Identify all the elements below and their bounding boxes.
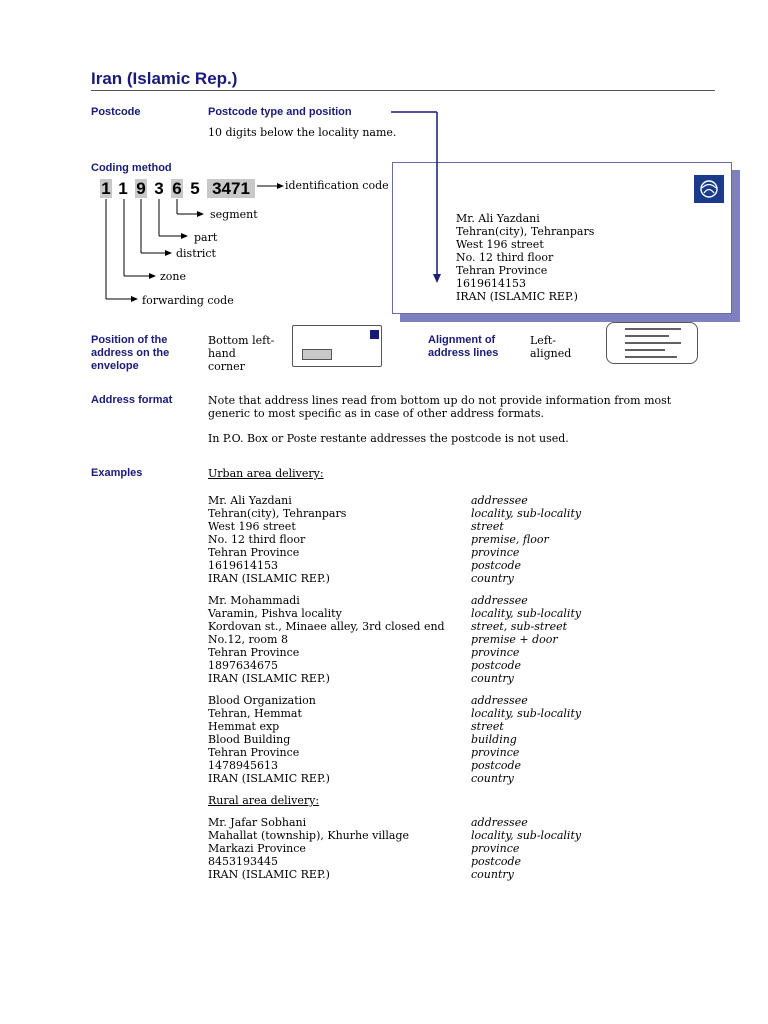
stamp-icon — [370, 330, 379, 339]
example-row — [208, 707, 708, 720]
example-address-line: 1897634675 — [208, 659, 278, 672]
example-row — [208, 546, 708, 559]
example-field-type: addressee — [471, 494, 528, 507]
example-row — [208, 507, 708, 520]
example-row — [208, 694, 708, 707]
envelope-address-line: IRAN (ISLAMIC REP.) — [456, 290, 578, 303]
example-field-type: street — [471, 520, 504, 533]
example-row — [208, 816, 708, 829]
example-row — [208, 842, 708, 855]
example-address-line: IRAN (ISLAMIC REP.) — [208, 868, 330, 881]
example-row — [208, 829, 708, 842]
example-address-line: No.12, room 8 — [208, 633, 288, 646]
example-address-line: Markazi Province — [208, 842, 306, 855]
example-row — [208, 594, 708, 607]
code-digit: 1 — [101, 179, 111, 198]
example-address-line: 1478945613 — [208, 759, 278, 772]
example-address-line: Tehran(city), Tehranpars — [208, 507, 347, 520]
example-address-line: Mr. Jafar Sobhani — [208, 816, 307, 829]
envelope-address-line: Tehran(city), Tehranpars — [456, 225, 595, 238]
example-address-line: Tehran, Hemmat — [208, 707, 302, 720]
annotation-district: district — [176, 247, 216, 260]
example-address-line: 8453193445 — [208, 855, 278, 868]
annotation-identification: identification code — [285, 179, 389, 192]
example-row — [208, 659, 708, 672]
example-field-type: locality, sub-locality — [471, 507, 582, 520]
example-address-line: Varamin, Pishva locality — [208, 607, 342, 620]
example-field-type: country — [471, 672, 514, 685]
example-row — [208, 494, 708, 507]
example-field-type: province — [471, 842, 520, 855]
example-field-type: premise, floor — [471, 533, 549, 546]
example-row — [208, 620, 708, 633]
envelope-address-line: 1619614153 — [456, 277, 526, 290]
address-format-label: Address format — [91, 394, 173, 406]
example-address-line: No. 12 third floor — [208, 533, 306, 546]
example-field-type: addressee — [471, 816, 528, 829]
example-row — [208, 559, 708, 572]
example-address-line: Blood Building — [208, 733, 291, 746]
postcode-type-text: 10 digits below the locality name. — [208, 126, 397, 139]
example-field-type: building — [471, 733, 517, 746]
alignment-label: Alignment of address lines — [428, 334, 499, 359]
example-address-line: Mr. Ali Yazdani — [208, 494, 292, 507]
example-row — [208, 720, 708, 733]
example-address-line: Tehran Province — [208, 646, 300, 659]
alignment-lines-icon — [606, 322, 698, 364]
annotation-segment: segment — [210, 208, 258, 221]
code-digit: 9 — [136, 179, 146, 198]
envelope-address-line: West 196 street — [456, 238, 544, 251]
example-field-type: addressee — [471, 594, 528, 607]
example-field-type: postcode — [471, 855, 522, 868]
example-row — [208, 646, 708, 659]
example-field-type: province — [471, 546, 520, 559]
example-field-type: locality, sub-locality — [471, 707, 582, 720]
example-address-line: Mr. Mohammadi — [208, 594, 300, 607]
postcode-pointer-arrow — [0, 0, 768, 330]
rural-heading: Rural area delivery: — [208, 794, 320, 807]
example-address-line: Hemmat exp — [208, 720, 280, 733]
example-field-type: country — [471, 572, 514, 585]
envelope-address-line: Mr. Ali Yazdani — [456, 212, 540, 225]
address-block-icon — [302, 349, 332, 360]
example-row — [208, 746, 708, 759]
example-address-line: IRAN (ISLAMIC REP.) — [208, 572, 330, 585]
example-field-type: street — [471, 720, 504, 733]
example-row — [208, 759, 708, 772]
coding-method-label: Coding method — [91, 162, 172, 174]
example-row — [208, 572, 708, 585]
example-row — [208, 533, 708, 546]
example-field-type: province — [471, 746, 520, 759]
example-row — [208, 633, 708, 646]
urban-heading: Urban area delivery: — [208, 467, 324, 480]
example-row — [208, 868, 708, 881]
example-field-type: locality, sub-locality — [471, 829, 582, 842]
example-field-type: premise + door — [471, 633, 558, 646]
page-title: Iran (Islamic Rep.) — [91, 69, 238, 88]
code-digit: 6 — [172, 179, 182, 198]
example-address-line: West 196 street — [208, 520, 296, 533]
code-digit: 1 — [118, 179, 128, 198]
example-field-type: province — [471, 646, 520, 659]
example-field-type: postcode — [471, 759, 522, 772]
annotation-forwarding: forwarding code — [142, 294, 234, 307]
example-address-line: 1619614153 — [208, 559, 278, 572]
example-field-type: locality, sub-locality — [471, 607, 582, 620]
examples-label: Examples — [91, 467, 143, 479]
code-digit: 5 — [190, 179, 200, 198]
example-row — [208, 520, 708, 533]
postcode-type-label: Postcode type and position — [208, 106, 352, 118]
example-row — [208, 733, 708, 746]
example-address-line: Mahallat (township), Khurhe village — [208, 829, 409, 842]
example-row — [208, 855, 708, 868]
example-address-line: Tehran Province — [208, 746, 300, 759]
example-address-line: Tehran Province — [208, 546, 300, 559]
alignment-text: Left- aligned — [530, 334, 572, 360]
example-field-type: postcode — [471, 659, 522, 672]
position-envelope-icon — [292, 325, 382, 367]
postcode-label: Postcode — [91, 106, 141, 118]
annotation-part: part — [194, 231, 218, 244]
example-field-type: postcode — [471, 559, 522, 572]
code-digit: 3 — [154, 179, 164, 198]
position-text: Bottom left- hand corner — [208, 334, 275, 373]
example-field-type: street, sub-street — [471, 620, 568, 633]
code-digit-group: 3471 — [207, 179, 255, 198]
example-field-type: country — [471, 868, 514, 881]
example-row — [208, 772, 708, 785]
envelope-address-line: No. 12 third floor — [456, 251, 554, 264]
example-field-type: country — [471, 772, 514, 785]
annotation-zone: zone — [160, 270, 187, 283]
address-format-note: Note that address lines read from bottom up do not provide information from most generic to most specific as in case of other address formats. — [208, 394, 672, 420]
example-row — [208, 607, 708, 620]
example-field-type: addressee — [471, 694, 528, 707]
example-address-line: Kordovan st., Minaee alley, 3rd closed end — [208, 620, 445, 633]
example-address-line: IRAN (ISLAMIC REP.) — [208, 772, 330, 785]
example-row — [208, 672, 708, 685]
example-address-line: Blood Organization — [208, 694, 316, 707]
position-label: Position of the address on the envelope — [91, 334, 170, 372]
address-format-pobox-note: In P.O. Box or Poste restante addresses the postcode is not used. — [208, 432, 569, 445]
envelope-address-line: Tehran Province — [456, 264, 548, 277]
example-address-line: IRAN (ISLAMIC REP.) — [208, 672, 330, 685]
